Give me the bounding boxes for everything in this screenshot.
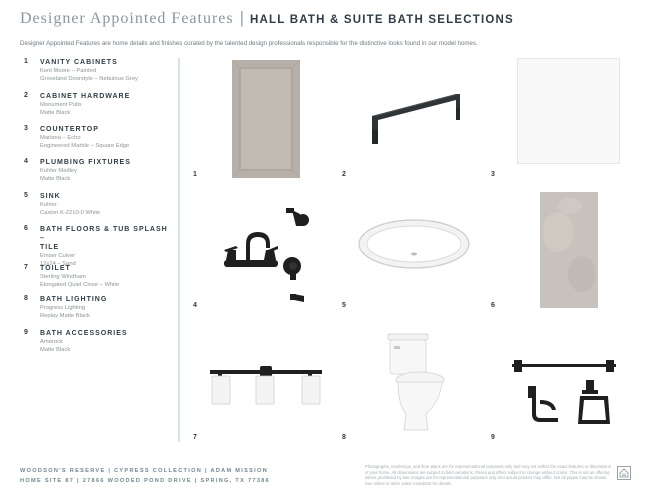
item-detail: Sterling Windham xyxy=(40,274,86,280)
floor-tile-image xyxy=(540,192,598,308)
list-item xyxy=(24,192,174,225)
list-item xyxy=(24,158,174,192)
sink-image xyxy=(356,218,472,274)
list-item xyxy=(24,264,174,295)
intro-text: Designer Appointed Features are home details and finishes curated by the talented design professionals responsible for the distinctive looks found in our model homes. xyxy=(20,40,478,47)
countertop-swatch-image xyxy=(517,58,620,164)
item-detail: Kent Moore – Painted xyxy=(40,68,97,74)
grid-number: 8 xyxy=(342,434,346,441)
shower-fixtures-image xyxy=(280,204,314,304)
list-item xyxy=(24,329,174,363)
item-detail: Monument Pulls xyxy=(40,102,82,108)
grid-number: 1 xyxy=(193,171,197,178)
grid-number: 2 xyxy=(342,171,346,178)
footer-address xyxy=(20,466,270,486)
item-detail: Matte Black xyxy=(40,347,71,353)
item-number: 1 xyxy=(24,58,28,65)
equal-housing-icon xyxy=(617,466,631,480)
item-number: 4 xyxy=(24,158,28,165)
item-title: BATH ACCESSORIES xyxy=(40,330,128,337)
item-number: 6 xyxy=(24,225,28,232)
item-title: CABINET HARDWARE xyxy=(40,93,131,100)
page-subtitle: HALL BATH & SUITE BATH SELECTIONS xyxy=(250,14,514,26)
item-detail: Marlana – Echo xyxy=(40,135,81,141)
grid-number: 7 xyxy=(193,434,197,441)
grid-number: 3 xyxy=(491,171,495,178)
title-separator: | xyxy=(239,8,245,27)
grid-number: 6 xyxy=(491,302,495,309)
grid-number: 4 xyxy=(193,302,197,309)
page-title: Designer Appointed Features xyxy=(20,10,234,27)
grid-number: 5 xyxy=(342,302,346,309)
item-detail: Kohler Medley xyxy=(40,168,78,174)
item-detail: Matte Black xyxy=(40,110,71,116)
toilet-image xyxy=(384,332,448,432)
list-item xyxy=(24,295,174,329)
item-detail: Replay Matte Black xyxy=(40,313,90,319)
item-number: 5 xyxy=(24,192,28,199)
list-item xyxy=(24,92,174,125)
item-title: SINK xyxy=(40,193,61,200)
faucet-image xyxy=(222,228,280,274)
list-item xyxy=(24,58,174,92)
list-item xyxy=(24,125,174,158)
item-detail: Groveland Doorstyle – Nebulous Grey xyxy=(40,76,138,82)
bath-light-image xyxy=(206,362,326,410)
item-detail: Engineered Marble – Square Edge xyxy=(40,143,130,149)
list-item xyxy=(24,225,174,267)
item-title: BATH LIGHTING xyxy=(40,296,108,303)
item-detail: Matte Black xyxy=(40,176,71,182)
vanity-cabinet-image xyxy=(232,60,300,178)
item-number: 9 xyxy=(24,329,28,336)
bath-accessories-image xyxy=(510,356,620,428)
selections-list xyxy=(24,58,174,363)
footer-line-2: HOME SITE 87 | 27866 WOODED POND DRIVE | SPRING, TX 77386 xyxy=(20,478,271,484)
item-number: 8 xyxy=(24,295,28,302)
item-title-continued: TILE xyxy=(40,244,60,251)
item-title: VANITY CABINETS xyxy=(40,59,118,66)
vertical-divider xyxy=(178,58,180,442)
item-number: 3 xyxy=(24,125,28,132)
item-detail: Amerock xyxy=(40,339,63,345)
item-title: BATH FLOORS & TUB SPLASH – xyxy=(40,226,168,242)
item-number: 2 xyxy=(24,92,28,99)
item-detail: Progress Lighting xyxy=(40,305,86,311)
item-detail: Elongated Quiet Close – White xyxy=(40,282,120,288)
cabinet-hardware-image xyxy=(360,86,470,148)
item-detail: Kohler xyxy=(40,202,57,208)
footer-disclaimer: Photographs, renderings, and floor plans are for representational purposes only and may not reflect the exact features or dimensions of your home. All dimensions are subject to field variations. Prices and offers subject to change without notice. This is not an offering where prohibited by law. Images are for representational purposes only and actual product may differ. Not all pages may be shown. See online or store sales consultant for details. xyxy=(365,464,611,486)
item-detail: Caxton K-2210-0 White xyxy=(40,210,101,216)
header xyxy=(20,8,514,28)
footer-line-1: WOODSON'S RESERVE | CYPRESS COLLECTION | ADAM MISSION xyxy=(20,468,269,474)
item-detail: Emser Culver xyxy=(40,253,76,259)
item-title: COUNTERTOP xyxy=(40,126,99,133)
grid-number: 9 xyxy=(491,434,495,441)
item-number: 7 xyxy=(24,264,28,271)
item-detail: 12x24 – Sand xyxy=(40,261,76,267)
item-title: TOILET xyxy=(40,265,71,272)
item-title: PLUMBING FIXTURES xyxy=(40,159,131,166)
